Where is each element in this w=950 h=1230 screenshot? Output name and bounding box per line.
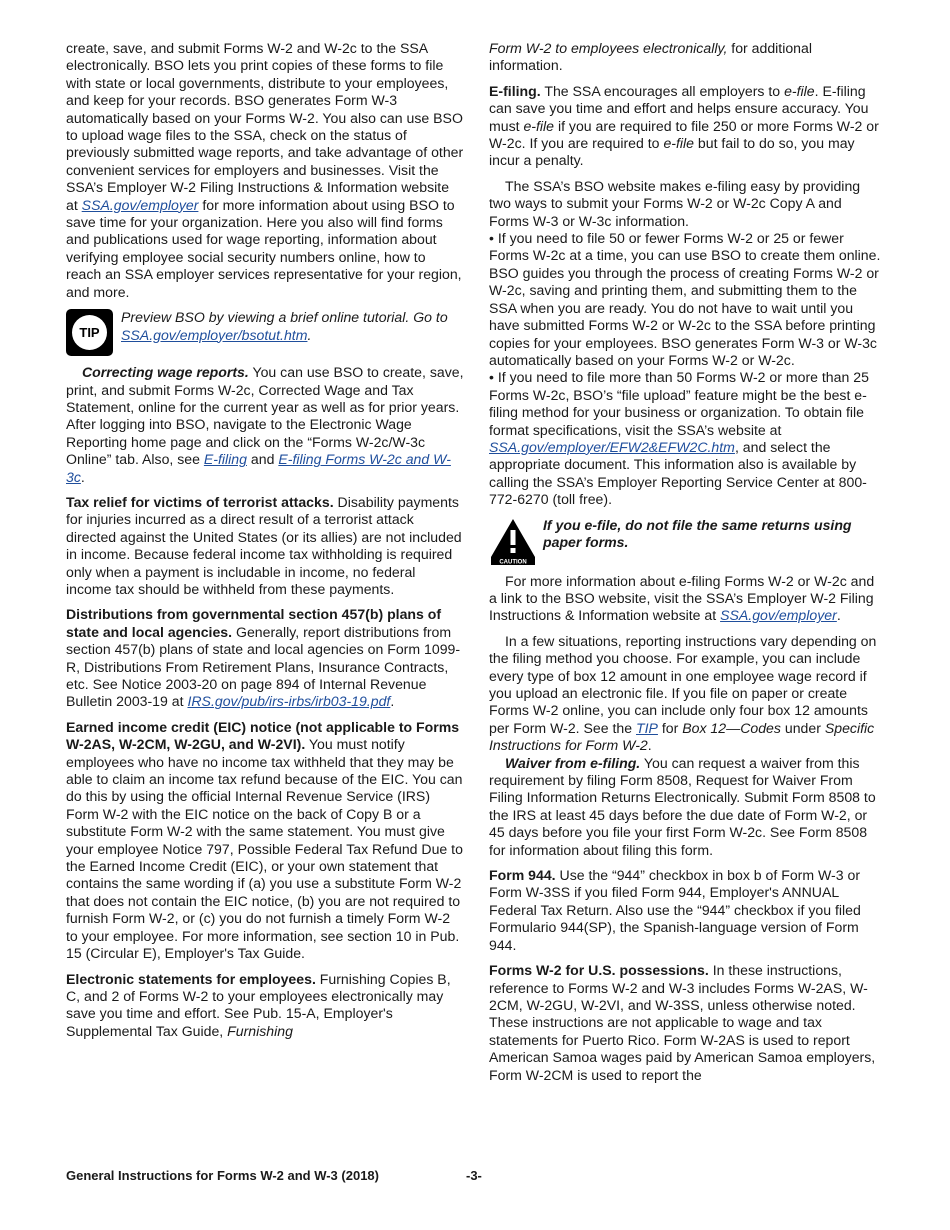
bullet-icon: • xyxy=(489,369,494,386)
page-number: -3- xyxy=(466,1168,482,1183)
electronic-statements-paragraph: Electronic statements for employees. Furnishing Copies B, C, and 2 of Forms W-2 to your employees electronically may save you time and effort. See Pub. 15-A, Employer's Supplemental Tax Guide, Furnishing xyxy=(66,970,451,1039)
tip-note xyxy=(66,309,464,356)
form944-paragraph: Form 944. Use the “944” checkbox in box b of Form W-3 or Form W-3SS if you filed Form 944, Employer's ANNUAL Federal Tax Return. Also use the “944” checkbox if you filed Formulario 944(SP), the Spanish-language version of Form 944. xyxy=(489,867,861,953)
svg-text:CAUTION: CAUTION xyxy=(499,559,527,565)
bso-intro-paragraph: The SSA’s BSO website makes e-filing easy by providing two ways to submit your Forms W-2 or W-2c Copy A and Forms W-3 or W-3c information. xyxy=(489,177,861,229)
bullet-item: • If you need to file more than 50 Forms W-2 or more than 25 Forms W-2c, BSO’s “file upload” feature might be the best e-filing method for your business or organization. To obtain file format specifications, visit the SSA’s website at SSA.gov/employer/EFW2&EFW2C.htm, and select the appropriate document. This information also is available by calling the SSA’s Employer Reporting Service Center at 800-772-6270 (toll free). xyxy=(489,369,869,508)
ssa-employer-link[interactable]: SSA.gov/employer xyxy=(81,196,199,213)
tip-link[interactable]: TIP xyxy=(636,719,658,736)
tip-icon: TIP xyxy=(66,309,113,356)
tip-text: Preview BSO by viewing a brief online tutorial. Go to SSA.gov/employer/bsotut.htm. xyxy=(121,309,448,343)
caution-note xyxy=(489,517,885,565)
bsotut-link[interactable]: SSA.gov/employer/bsotut.htm xyxy=(121,326,308,343)
efiling-w2c-link[interactable]: E-filing Forms W-2c and W-3c xyxy=(66,451,451,485)
correcting-wage-reports: Correcting wage reports. You can use BSO to create, save, print, and submit Forms W-2c, Corrected Wage and Tax Statement, online for the current year as well as for prior years. After logging into BSO, navigate to the Electronic Wage Reporting home page and click on the “Forms W-2c/W-3c Online” tab. Also, see E-filing and E-filing Forms W-2c and W-3c. xyxy=(66,364,464,485)
efw2-link[interactable]: SSA.gov/employer/EFW2&EFW2C.htm xyxy=(489,438,735,455)
bso-paragraph: create, save, and submit Forms W-2 and W-2c to the SSA electronically. BSO lets you print copies of these forms to file with state or local governments, distribute to your employees, and keep for your records. BSO generates Form W-3 automatically based on your Forms W-2. You also can use BSO to upload wage files to the SSA, check on the status of previously submitted wage reports, and take advantage of other convenient services for employers and businesses. Visit the SSA’s Employer W-2 Filing Instructions & Information website at SSA.gov/employer for more information about using BSO to save time for your organization. Here you also will find forms and publications used for wage reporting, information about verifying employee social security numbers online, how to reach an SSA employer services representative for your region, and more. xyxy=(66,40,464,300)
caution-text: If you e-file, do not file the same returns using paper forms. xyxy=(543,516,852,550)
footer-title: General Instructions for Forms W-2 and W-3 (2018) xyxy=(66,1168,379,1183)
efiling-link[interactable]: E-filing xyxy=(203,451,247,468)
few-situations-paragraph: In a few situations, reporting instructions vary depending on the filing method you choose. For example, you can include every type of box 12 amount in one employee wage record if you upload an electronic file. If you file on paper or create Forms W-2 online, you can include only four box 12 amounts per Form W-2. See the TIP for Box 12—Codes under Specific Instructions for Form W-2. xyxy=(489,632,877,754)
efiling-paragraph: E-filing. The SSA encourages all employers to e-file. E-filing can save you time and effort and helps ensure accuracy. You must e-file if you are required to file 250 or more Forms W-2 or W-2c. If you are required to e-file but fail to do so, you may incur a penalty. xyxy=(489,82,879,169)
bullet-icon: • xyxy=(489,230,494,247)
caution-icon xyxy=(489,517,537,565)
continued-paragraph: Form W-2 to employees electronically, for additional information. xyxy=(489,40,812,74)
ssa-employer-link-2[interactable]: SSA.gov/employer xyxy=(720,607,837,624)
distributions-paragraph: Distributions from governmental section 457(b) plans of state and local agencies. Generally, report distributions from section 457(b) plans of state and local agencies on Form 1099-R, Distributions From Retirement Plans, Insurance Contracts, etc. See Notice 2003-20 on page 894 of Internal Revenue Bulletin 2003-19 at IRS.gov/pub/irs-irbs/irb03-19.pdf. xyxy=(66,606,461,710)
left-column xyxy=(66,40,464,1048)
eic-paragraph: Earned income credit (EIC) notice (not applicable to Forms W-2AS, W-2CM, W-2GU, and W-2VI). You must notify employees who have no income tax withheld that they may be able to claim an income tax refund because of the EIC. You can do this by using the official Internal Revenue Service (IRS) Form W-2 with the EIC notice on the back of Copy B or a substitute Form W-2 with the same statement. You must give your employee Notice 797, Possible Federal Tax Refund Due to the Earned Income Credit (EIC), or your own statement that contains the same wording if (a) you use a substitute Form W-2 that does not contain the EIC notice, (b) you are not required to furnish Form W-2, or (c) you do not furnish a timely Form W-2 to your employee. For more information, see section 10 in Pub. 15 (Circular E), Employer's Tax Guide. xyxy=(66,718,463,962)
terrorist-attacks-paragraph: Tax relief for victims of terrorist attacks. Disability payments for injuries incurred as a direct result of a terrorist attack directed against the United States (or its allies) are not included in income. Because federal income tax withholding is required only when a payment is includable in income, no federal income tax should be withheld from these payments. xyxy=(66,493,462,597)
waiver-paragraph: Waiver from e-filing. You can request a waiver from this requirement by filing Form 8508, Request for Waiver From Filing Information Returns Electronically. Submit Form 8508 to the IRS at least 45 days before the due date of Form W-2, or 45 days before you file your first Form W-2c. See Form 8508 for information about filing this form. xyxy=(489,754,876,858)
right-column xyxy=(489,40,885,1092)
irb-link[interactable]: IRS.gov/pub/irs-irbs/irb03-19.pdf xyxy=(187,693,391,710)
possessions-paragraph: Forms W-2 for U.S. possessions. In these instructions, reference to Forms W-2 and W-3 includes Forms W-2AS, W-2CM, W-2GU, W-2VI, and W-3SS, unless otherwise noted. These instructions are not applicable to wage and tax statements for Puerto Rico. Form W-2AS is used to report American Samoa wages paid by American Samoa employers, Form W-2CM is used to report the xyxy=(489,962,876,1083)
more-info-paragraph: For more information about e-filing Forms W-2 or W-2c and a link to the BSO website, visit the SSA’s Employer W-2 Filing Instructions & Information website at SSA.gov/employer. xyxy=(489,572,875,624)
bullet-item: • If you need to file 50 or fewer Forms W-2 or 25 or fewer Forms W-2c at a time, you can use BSO to create them online. BSO guides you through the process of creating Forms W-2 or W-2c, saving and printing them, and submitting them to the SSA when you are ready. You do not have to wait until you have submitted Forms W-2 or W-2c to the SSA before printing copies for your employees. BSO generates Form W-3 or W-3c automatically based on your Forms W-2 or W-2c. xyxy=(489,230,881,368)
